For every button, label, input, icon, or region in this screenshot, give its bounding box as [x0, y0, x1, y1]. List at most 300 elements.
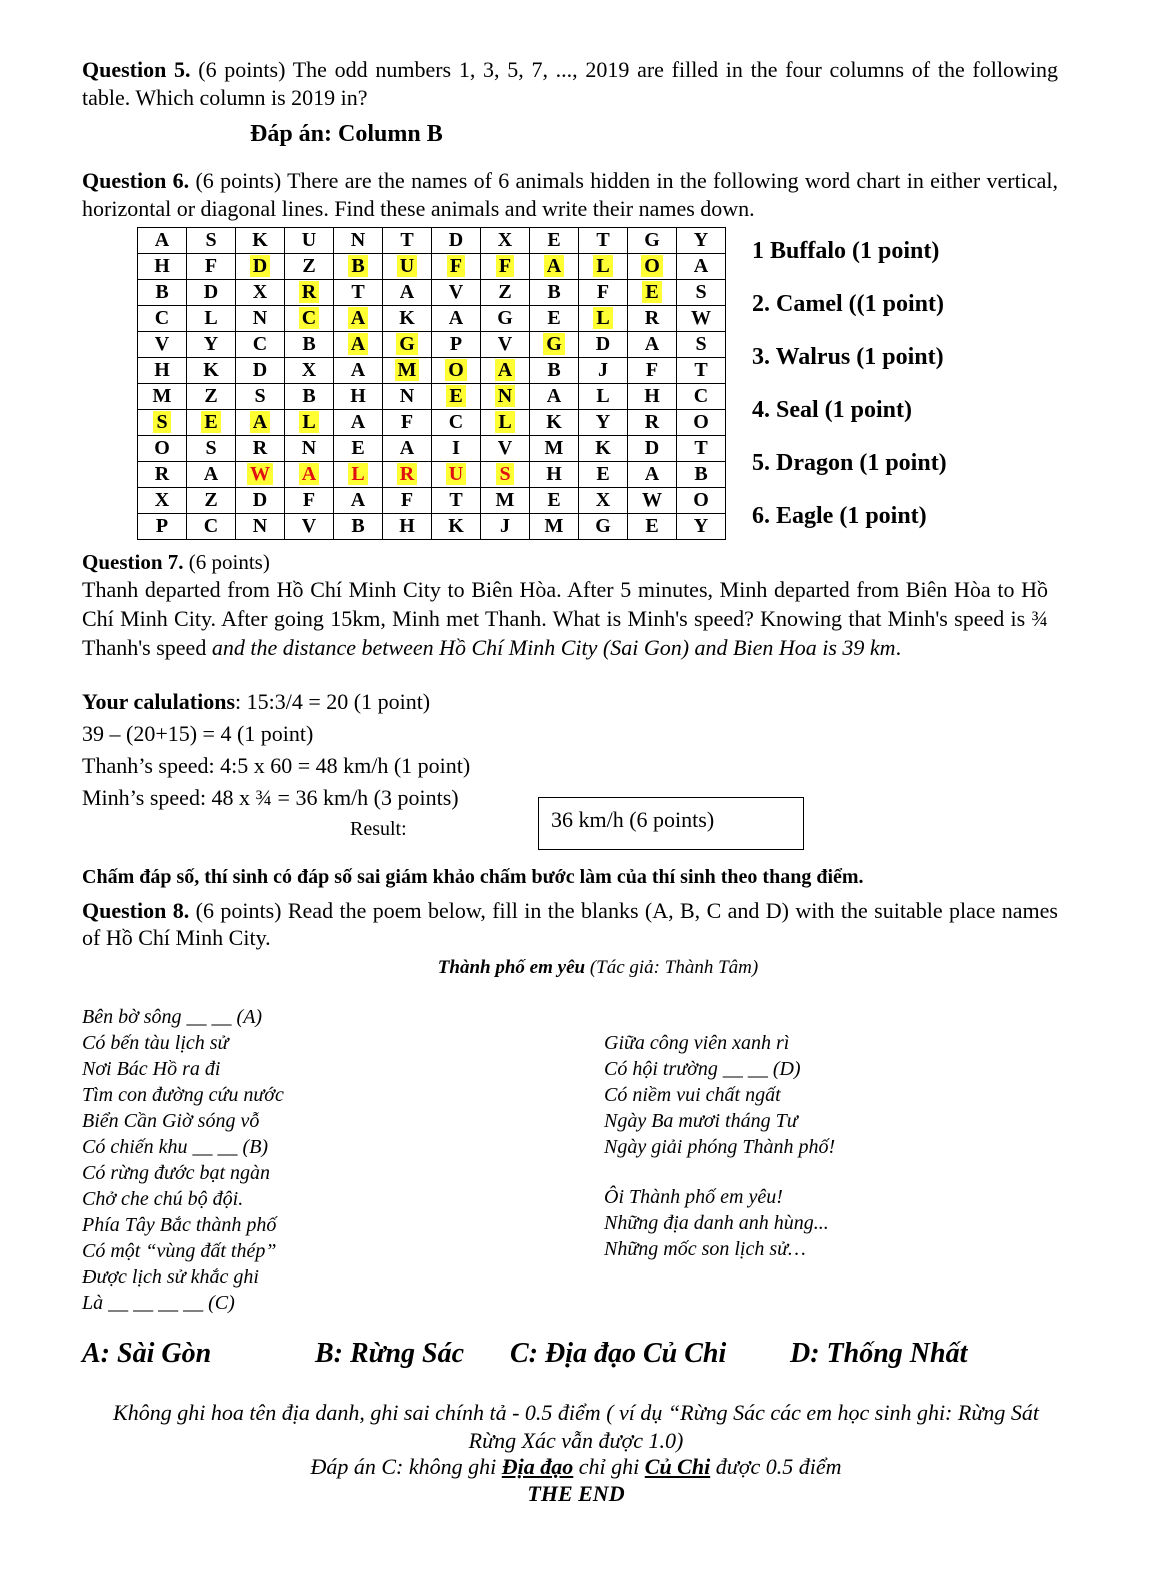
- grid-cell: [138, 332, 187, 358]
- grid-cell: [383, 462, 432, 488]
- grid-cell: [628, 462, 677, 488]
- note-2-b: Địa đạo: [501, 1454, 574, 1479]
- question-8: [82, 897, 1058, 951]
- grid-cell: [334, 462, 383, 488]
- grid-cell: [334, 410, 383, 436]
- grid-cell: [383, 358, 432, 384]
- grid-cell: [383, 384, 432, 410]
- poem-line: Có hội trường __ __ (D): [604, 1058, 801, 1080]
- grid-cell: [579, 254, 628, 280]
- question-8-text: (6 points) Read the poem below, fill in the blanks (A, B, C and D) with the suitable place names of Hồ Chí Minh City.: [82, 898, 1058, 950]
- grid-letter: V: [448, 281, 464, 303]
- grid-letter: V: [301, 515, 317, 537]
- question-7-text: Thanh departed from Hồ Chí Minh City to Biên Hòa. After 5 minutes, Minh departed from Biên Hòa to Hồ Chí Minh City. After going 15km, Minh met Thanh. What is Minh's speed? Knowing that Minh's speed is ¾ Thanh's speed: [82, 577, 1048, 660]
- grid-letter: G: [396, 333, 418, 355]
- grid-cell: [334, 306, 383, 332]
- grid-cell: [579, 462, 628, 488]
- question-8-label: Question 8.: [82, 898, 190, 923]
- grid-cell: [677, 410, 726, 436]
- grid-cell: [334, 358, 383, 384]
- grid-letter: U: [301, 229, 317, 251]
- grid-letter: T: [694, 359, 708, 381]
- poem-left-column: [82, 1004, 284, 1316]
- grid-cell: [236, 384, 285, 410]
- poem-line: Chở che chú bộ đội.: [82, 1188, 244, 1210]
- grid-letter: A: [399, 281, 415, 303]
- grid-letter: B: [348, 255, 367, 277]
- grid-letter: T: [351, 281, 365, 303]
- grid-letter: V: [154, 333, 170, 355]
- grid-letter: B: [351, 515, 365, 537]
- animal-answer-item: 1 Buffalo (1 point): [752, 238, 940, 264]
- grid-letter: D: [644, 437, 660, 459]
- the-end: [0, 1480, 1152, 1508]
- grid-letter: J: [598, 359, 608, 381]
- grid-letter: V: [497, 437, 513, 459]
- grid-letter: F: [400, 411, 414, 433]
- grid-letter: Y: [595, 411, 611, 433]
- grid-letter: A: [203, 463, 219, 485]
- grid-cell: [628, 280, 677, 306]
- grid-letter: E: [351, 437, 365, 459]
- note-2-a: Đáp án C: không ghi: [310, 1454, 502, 1479]
- grid-cell: [236, 280, 285, 306]
- calc-line-1: [82, 686, 470, 718]
- grid-cell: [138, 462, 187, 488]
- grid-cell: [236, 488, 285, 514]
- grid-cell: [236, 410, 285, 436]
- answer-d: D: Thống Nhất: [790, 1338, 968, 1369]
- grid-letter: R: [252, 437, 268, 459]
- grid-row: [138, 254, 726, 280]
- grid-letter: G: [497, 307, 513, 329]
- grid-letter: A: [693, 255, 709, 277]
- grid-cell: [628, 384, 677, 410]
- question-7-label: Question 7.: [82, 550, 184, 574]
- grid-letter: X: [301, 359, 317, 381]
- grid-cell: [677, 306, 726, 332]
- grid-cell: [677, 358, 726, 384]
- grid-cell: [579, 332, 628, 358]
- grid-cell: [383, 410, 432, 436]
- grid-cell: [236, 462, 285, 488]
- grid-cell: [677, 280, 726, 306]
- grid-cell: [481, 384, 530, 410]
- poem-line: Nơi Bác Hồ ra đi: [82, 1058, 221, 1080]
- result-box: 36 km/h (6 points): [538, 797, 804, 850]
- grid-letter: R: [299, 281, 319, 303]
- grid-cell: [677, 436, 726, 462]
- result-label: Result:: [350, 818, 407, 840]
- grading-note: Chấm đáp số, thí sinh có đáp số sai giám khảo chấm bước làm của thí sinh theo thang điểm.: [82, 866, 864, 888]
- grid-cell: [138, 228, 187, 254]
- grid-letter: H: [154, 255, 170, 277]
- grid-letter: R: [644, 307, 660, 329]
- grid-letter: A: [350, 359, 366, 381]
- poem-line: Biển Cần Giờ sóng vỗ: [82, 1110, 260, 1132]
- grid-row: [138, 410, 726, 436]
- grid-cell: [481, 436, 530, 462]
- poem-line: Có niềm vui chất ngất: [604, 1084, 781, 1106]
- grid-letter: Y: [693, 229, 709, 251]
- poem-heading: [0, 957, 1152, 979]
- grid-letter: K: [546, 411, 562, 433]
- grid-letter: R: [397, 463, 417, 485]
- note-1: Không ghi hoa tên địa danh, ghi sai chính tả - 0.5 điểm ( ví dụ “Rừng Sác các em học sinh ghi: Rừng Sát Rừng Xác vẫn được 1.0): [113, 1400, 1039, 1453]
- answer-a: A: Sài Gòn: [82, 1338, 212, 1369]
- animal-answers: [752, 225, 947, 543]
- grid-row: [138, 228, 726, 254]
- grid-row: [138, 306, 726, 332]
- grid-cell: [481, 254, 530, 280]
- note-capitalization: [0, 1399, 1152, 1455]
- grid-letter: G: [543, 333, 565, 355]
- poem-line: Có một “vùng đất thép”: [82, 1240, 277, 1262]
- grid-letter: R: [644, 411, 660, 433]
- grid-letter: A: [250, 411, 270, 433]
- grid-cell: [530, 306, 579, 332]
- grid-letter: K: [448, 515, 464, 537]
- grid-cell: [677, 254, 726, 280]
- grid-cell: [579, 280, 628, 306]
- grid-cell: [432, 462, 481, 488]
- poem-line: Được lịch sử khắc ghi: [82, 1266, 259, 1288]
- poem-line: Tìm con đường cứu nước: [82, 1084, 284, 1106]
- grid-cell: [187, 436, 236, 462]
- grid-letter: O: [445, 359, 467, 381]
- grid-letter: I: [452, 437, 460, 459]
- grid-cell: [530, 332, 579, 358]
- grid-cell: [579, 488, 628, 514]
- grid-cell: [285, 358, 334, 384]
- grid-cell: [579, 514, 628, 540]
- grid-letter: K: [595, 437, 611, 459]
- grid-letter: T: [596, 229, 610, 251]
- grid-cell: [236, 228, 285, 254]
- grid-cell: [383, 436, 432, 462]
- grid-letter: Z: [204, 385, 218, 407]
- grid-letter: G: [595, 515, 611, 537]
- grid-letter: B: [694, 463, 708, 485]
- grid-cell: [187, 488, 236, 514]
- grid-letter: C: [448, 411, 464, 433]
- grid-letter: M: [544, 515, 564, 537]
- grid-cell: [334, 254, 383, 280]
- grid-cell: [677, 332, 726, 358]
- calc-label: Your calulations: [82, 689, 236, 714]
- grid-letter: Y: [693, 515, 709, 537]
- grid-cell: [285, 280, 334, 306]
- grid-letter: F: [400, 489, 414, 511]
- grid-cell: [187, 228, 236, 254]
- grid-letter: A: [544, 255, 564, 277]
- grid-cell: [677, 488, 726, 514]
- grid-letter: O: [693, 411, 709, 433]
- grid-cell: [285, 514, 334, 540]
- grid-cell: [285, 384, 334, 410]
- grid-letter: N: [252, 515, 268, 537]
- grid-cell: [285, 254, 334, 280]
- grid-letter: O: [641, 255, 663, 277]
- grid-cell: [677, 228, 726, 254]
- animal-answer-item: 4. Seal (1 point): [752, 397, 913, 423]
- grid-letter: E: [547, 307, 561, 329]
- grid-cell: [481, 306, 530, 332]
- question-5-text: (6 points) The odd numbers 1, 3, 5, 7, ..., 2019 are filled in the four columns of the following table. Which column is 2019 in?: [82, 57, 1058, 110]
- grid-cell: [187, 462, 236, 488]
- grid-cell: [334, 228, 383, 254]
- grid-letter: T: [694, 437, 708, 459]
- poem-line: Giữa công viên xanh rì: [604, 1032, 790, 1054]
- grid-cell: [432, 306, 481, 332]
- grid-cell: [432, 280, 481, 306]
- poem-line: Bên bờ sông __ __ (A): [82, 1006, 263, 1028]
- grid-cell: [677, 514, 726, 540]
- grid-letter: W: [691, 307, 711, 329]
- grid-letter: A: [399, 437, 415, 459]
- grid-letter: L: [204, 307, 218, 329]
- grid-letter: B: [302, 333, 316, 355]
- grid-cell: [236, 436, 285, 462]
- poem-line: Là __ __ __ __ (C): [82, 1292, 235, 1314]
- grid-letter: H: [399, 515, 415, 537]
- grid-cell: [383, 306, 432, 332]
- grid-letter: N: [350, 229, 366, 251]
- poem-right-stanza-1: [604, 1030, 835, 1160]
- grid-cell: [187, 410, 236, 436]
- grid-letter: G: [644, 229, 660, 251]
- grid-cell: [530, 384, 579, 410]
- grid-letter: S: [153, 411, 170, 433]
- grid-cell: [138, 358, 187, 384]
- grid-letter: V: [497, 333, 513, 355]
- grid-cell: [579, 228, 628, 254]
- grid-cell: [383, 228, 432, 254]
- grid-letter: C: [154, 307, 170, 329]
- note-2-c: chỉ ghi: [573, 1454, 645, 1479]
- grid-row: [138, 332, 726, 358]
- grid-cell: [530, 254, 579, 280]
- grid-cell: [138, 280, 187, 306]
- grid-cell: [628, 410, 677, 436]
- grid-cell: [432, 488, 481, 514]
- grid-cell: [481, 332, 530, 358]
- grid-letter: A: [546, 385, 562, 407]
- question-6-label: Question 6.: [82, 168, 190, 193]
- grid-letter: K: [252, 229, 268, 251]
- grid-cell: [334, 488, 383, 514]
- grid-cell: [481, 280, 530, 306]
- grid-cell: [334, 280, 383, 306]
- grid-letter: D: [448, 229, 464, 251]
- grid-cell: [138, 254, 187, 280]
- grid-cell: [334, 514, 383, 540]
- question-6: [82, 167, 1058, 223]
- grid-letter: P: [449, 333, 463, 355]
- grid-letter: F: [447, 255, 465, 277]
- grid-cell: [432, 384, 481, 410]
- grid-cell: [138, 436, 187, 462]
- grid-cell: [285, 410, 334, 436]
- grid-cell: [628, 358, 677, 384]
- question-5: [82, 56, 1058, 112]
- word-search-grid: [137, 227, 726, 540]
- the-end-text: THE END: [527, 1481, 625, 1506]
- grid-cell: [432, 514, 481, 540]
- grid-letter: T: [400, 229, 414, 251]
- question-7-body: [82, 575, 1048, 662]
- grid-cell: [432, 410, 481, 436]
- grid-cell: [138, 488, 187, 514]
- grid-cell: [138, 514, 187, 540]
- grid-letter: S: [695, 333, 707, 355]
- grid-letter: K: [203, 359, 219, 381]
- grid-letter: Z: [498, 281, 512, 303]
- question-7-text-end: .: [895, 635, 902, 660]
- grid-letter: A: [154, 229, 170, 251]
- poem-line: Có rừng đước bạt ngàn: [82, 1162, 271, 1184]
- grid-cell: [530, 280, 579, 306]
- grid-letter: S: [205, 437, 217, 459]
- grid-cell: [530, 410, 579, 436]
- grid-cell: [383, 280, 432, 306]
- poem-line: Có chiến khu __ __ (B): [82, 1136, 269, 1158]
- grid-letter: Y: [203, 333, 219, 355]
- grid-letter: R: [154, 463, 170, 485]
- grid-cell: [187, 332, 236, 358]
- grid-letter: Z: [302, 255, 316, 277]
- question-6-text: (6 points) There are the names of 6 animals hidden in the following word chart in either vertical, horizontal or diagonal lines. Find these animals and write their names down.: [82, 168, 1058, 221]
- grid-cell: [530, 436, 579, 462]
- question-7-text-italic: and the distance between Hồ Chí Minh City (Sai Gon) and Bien Hoa is 39 km: [211, 635, 896, 660]
- grid-letter: T: [449, 489, 463, 511]
- answer-c: C: Địa đạo Củ Chi: [510, 1338, 727, 1369]
- grid-cell: [383, 488, 432, 514]
- grid-letter: L: [348, 463, 367, 485]
- grid-letter: E: [446, 385, 465, 407]
- grid-letter: Z: [204, 489, 218, 511]
- grid-cell: [432, 228, 481, 254]
- grid-cell: [530, 462, 579, 488]
- grid-letter: B: [547, 281, 561, 303]
- grid-cell: [187, 280, 236, 306]
- grid-cell: [432, 436, 481, 462]
- grid-cell: [138, 306, 187, 332]
- grid-cell: [187, 514, 236, 540]
- grid-letter: X: [252, 281, 268, 303]
- grid-letter: S: [205, 229, 217, 251]
- grid-letter: C: [252, 333, 268, 355]
- grid-cell: [236, 332, 285, 358]
- grid-letter: N: [399, 385, 415, 407]
- grid-cell: [628, 514, 677, 540]
- grid-cell: [236, 254, 285, 280]
- grid-letter: X: [497, 229, 513, 251]
- grid-letter: F: [496, 255, 514, 277]
- grid-cell: [285, 488, 334, 514]
- grid-cell: [579, 306, 628, 332]
- grid-cell: [628, 332, 677, 358]
- grid-cell: [481, 462, 530, 488]
- grid-cell: [677, 462, 726, 488]
- grid-cell: [432, 332, 481, 358]
- grid-letter: A: [350, 489, 366, 511]
- grid-letter: X: [154, 489, 170, 511]
- animal-answer-item: 3. Walrus (1 point): [752, 344, 944, 370]
- grid-cell: [481, 514, 530, 540]
- grid-cell: [383, 514, 432, 540]
- grid-cell: [236, 358, 285, 384]
- grid-cell: [432, 358, 481, 384]
- grid-letter: F: [204, 255, 218, 277]
- grid-cell: [481, 358, 530, 384]
- grid-cell: [432, 254, 481, 280]
- grid-letter: B: [302, 385, 316, 407]
- poem-line: Ôi Thành phố em yêu!: [604, 1186, 783, 1208]
- grid-letter: N: [301, 437, 317, 459]
- grid-cell: [530, 228, 579, 254]
- grid-letter: X: [595, 489, 611, 511]
- grid-cell: [628, 436, 677, 462]
- grid-row: [138, 384, 726, 410]
- grid-cell: [334, 436, 383, 462]
- grid-letter: E: [645, 515, 659, 537]
- grid-cell: [530, 514, 579, 540]
- grid-cell: [383, 254, 432, 280]
- grid-cell: [236, 306, 285, 332]
- grid-row: [138, 514, 726, 540]
- grid-cell: [481, 488, 530, 514]
- grid-letter: E: [547, 229, 561, 251]
- grid-letter: U: [397, 255, 417, 277]
- grid-letter: U: [446, 463, 466, 485]
- grid-letter: E: [201, 411, 220, 433]
- grid-letter: M: [395, 359, 420, 381]
- grid-letter: A: [644, 463, 660, 485]
- question-7-calculations: [82, 686, 470, 814]
- grid-letter: D: [595, 333, 611, 355]
- grid-letter: F: [596, 281, 610, 303]
- grid-letter: D: [252, 359, 268, 381]
- grid-letter: S: [254, 385, 266, 407]
- calc-line-4: Minh’s speed: 48 x ¾ = 36 km/h (3 points): [82, 785, 459, 810]
- grid-cell: [285, 436, 334, 462]
- grid-letter: S: [695, 281, 707, 303]
- grid-letter: L: [593, 255, 612, 277]
- grid-letter: B: [155, 281, 169, 303]
- grid-cell: [285, 228, 334, 254]
- poem-right-stanza-2: [604, 1184, 829, 1262]
- poem-line: Những mốc son lịch sử…: [604, 1238, 806, 1260]
- grid-letter: D: [252, 489, 268, 511]
- grid-letter: L: [593, 307, 612, 329]
- grid-letter: D: [203, 281, 219, 303]
- animal-answer-item: 6. Eagle (1 point): [752, 503, 927, 529]
- grid-cell: [481, 228, 530, 254]
- grid-letter: A: [348, 333, 368, 355]
- grid-letter: F: [645, 359, 659, 381]
- grid-letter: N: [252, 307, 268, 329]
- grid-cell: [481, 410, 530, 436]
- grid-letter: C: [299, 307, 319, 329]
- animal-answer-item: 2. Camel ((1 point): [752, 291, 944, 317]
- grid-letter: F: [302, 489, 316, 511]
- grid-letter: M: [152, 385, 172, 407]
- note-2-d: Củ Chi: [644, 1454, 711, 1479]
- grid-cell: [138, 384, 187, 410]
- grid-cell: [285, 332, 334, 358]
- grid-letter: L: [596, 385, 610, 407]
